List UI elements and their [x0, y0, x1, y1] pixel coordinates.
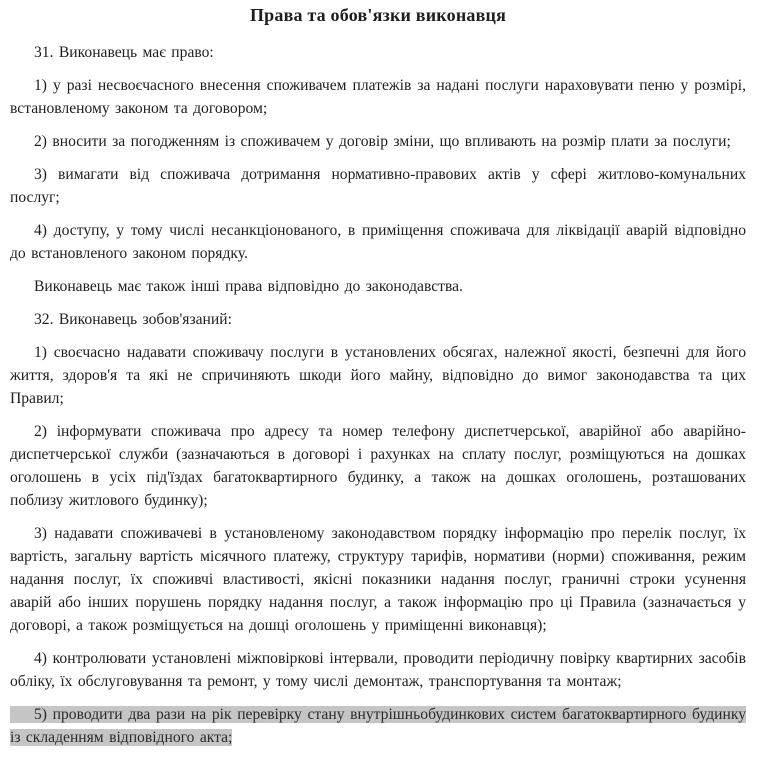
paragraph: 4) доступу, у тому числі несанкціонованого, в приміщення споживача для ліквідації аварій відповідно до встановленого законом порядку.: [10, 222, 746, 262]
paragraph: 3) надавати споживачеві в установленому законодавством порядку інформацію про перелік послуг, їх вартість, загальну вартість місячного платежу, структуру тарифів, нормативи (норми) споживання, режим надання послуг, їх споживчі властивості, якісні показники надання послуг, граничні строки усунення аварій або інших порушень порядку надання послуг, а також інформацію про ці Правила (зазначається у договорі, а також розміщується на дошці оголошень у приміщенні виконавця);: [10, 525, 746, 634]
document-title: Права та обов'язки виконавця: [249, 5, 507, 25]
paragraph: 32. Виконавець зобов'язаний:: [34, 311, 232, 328]
paragraph: Виконавець має також інші права відповідно до законодавства.: [34, 278, 463, 295]
paragraph: 31. Виконавець має право:: [34, 44, 214, 61]
paragraph: 4) контролювати установлені міжповіркові інтервали, проводити періодичну повірку квартирних засобів обліку, їх обслуговування та ремонт, у тому числі демонтаж, транспортування та монтаж;: [10, 650, 746, 690]
paragraph-selected: [10, 703, 746, 749]
paragraph: 3) вимагати від споживача дотримання нормативно-правових актів у сфері житлово-комунальних послуг;: [10, 166, 746, 206]
text-selection[interactable]: 5) проводити два рази на рік перевірку стану внутрішньобудинкових систем багатоквартирного будинку із складенням відповідного акта;: [10, 706, 746, 746]
paragraph: 1) своєчасно надавати споживачу послуги в установлених обсягах, належної якості, безпечні для його життя, здоров'я та які не спричиняють шкоди його майну, відповідно до вимог законодавства та цих Правил;: [10, 344, 746, 407]
paragraph: 1) у разі несвоєчасного внесення споживачем платежів за надані послуги нараховувати пеню у розмірі, встановленому законом та договором;: [10, 77, 746, 117]
document-body: [10, 41, 746, 749]
paragraph: 2) інформувати споживача про адресу та номер телефону диспетчерської, аварійної або аварійно-диспетчерської служби (зазначаються в договорі і рахунках на сплату послуг, розміщуються на дошках оголошень в усіх під'їздах багатоквартирного будинку, а також на дошках оголошень, розташованих поблизу житлового будинку);: [10, 423, 746, 509]
paragraph: 2) вносити за погодженням із споживачем у договір зміни, що впливають на розмір плати за послуги;: [34, 133, 731, 150]
